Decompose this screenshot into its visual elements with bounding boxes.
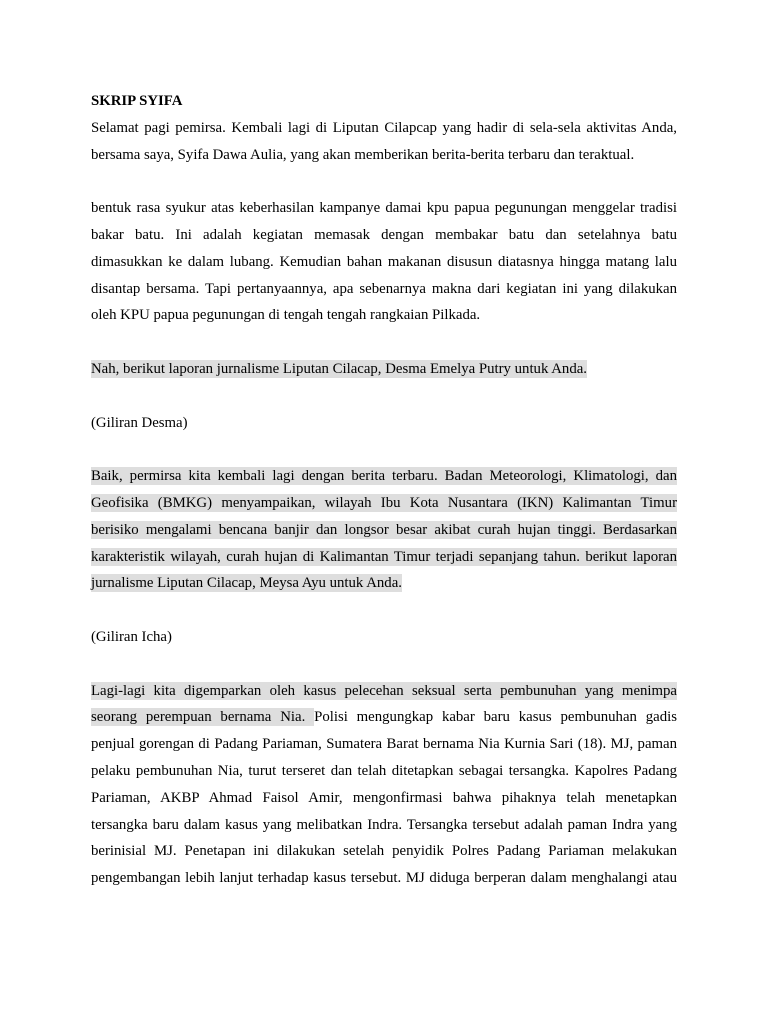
paragraph-line: berinisial MJ. Penetapan ini dilakukan setelah penyidik Polres Padang Pariaman melakukan [91,843,677,860]
paragraph-line: bakar batu. Ini adalah kegiatan memasak dengan membakar batu dan setelahnya batu [91,226,677,243]
document-body [91,88,677,892]
highlighted-text: Geofisika (BMKG) menyampaikan, wilayah Ibu Kota Nusantara (IKN) Kalimantan Timur [91,494,677,511]
bakar-batu-paragraph [91,195,677,329]
paragraph-line [91,517,677,544]
blank-line [91,383,677,410]
paragraph-line [91,678,677,705]
paragraph-line [91,544,677,571]
highlighted-text: Lagi-lagi kita digemparkan oleh kasus pelecehan seksual serta pembunuhan yang menimpa [91,682,677,699]
plain-text: Polisi mengungkap kabar baru kasus pembunuhan gadis [314,709,677,726]
paragraph-line: pengembangan lebih lanjut terhadap kasus tersebut. MJ diduga berperan dalam menghalangi atau [91,870,677,887]
handoff-desma-paragraph [91,356,677,383]
highlighted-text: jurnalisme Liputan Cilacap, Meysa Ayu untuk Anda. [91,575,402,592]
highlighted-text: seorang perempuan bernama Nia. [91,709,315,726]
nia-paragraph [91,678,677,892]
blank-line [91,597,677,624]
highlighted-text: Nah, berikut laporan jurnalisme Liputan Cilacap, Desma Emelya Putry untuk Anda. [91,360,587,377]
paragraph-line [91,570,677,597]
paragraph-line: bentuk rasa syukur atas keberhasilan kampanye damai kpu papua pegunungan menggelar tradisi [91,200,677,217]
paragraph-line: tersangka baru dalam kasus yang melibatkan Indra. Tersangka tersebut adalah paman Indra yang [91,816,677,833]
cue-icha: (Giliran Icha) [91,628,172,645]
paragraph-line: disantap bersama. Tapi pertanyaannya, apa sebenarnya makna dari kegiatan ini yang dilakukan [91,280,677,297]
highlighted-text: karakteristik wilayah, curah hujan di Kalimantan Timur terjadi sepanjang tahun. berikut laporan [91,548,677,565]
bmkg-paragraph [91,463,677,597]
highlighted-text: berisiko mengalami bencana banjir dan longsor besar akibat curah hujan tinggi. Berdasarkan [91,521,677,538]
highlighted-text: Baik, permirsa kita kembali lagi dengan berita terbaru. Badan Meteorologi, Klimatologi, dan [91,468,677,485]
opening-paragraph [91,115,677,169]
blank-line [91,436,677,463]
document-title: SKRIP SYIFA [91,93,183,109]
paragraph-line: bersama saya, Syifa Dawa Aulia, yang akan memberikan berita-berita terbaru dan teraktual. [91,146,635,163]
paragraph-line: pelaku pembunuhan Nia, turut terseret dan telah ditetapkan sebagai tersangka. Kapolres Padang [91,762,677,779]
paragraph-line [91,463,677,490]
blank-line [91,329,677,356]
cue-desma: (Giliran Desma) [91,414,188,431]
paragraph-line [91,490,677,517]
paragraph-line: Selamat pagi pemirsa. Kembali lagi di Liputan Cilapcap yang hadir di sela-sela aktivitas Anda, [91,119,677,136]
paragraph-line: oleh KPU papua pegunungan di tengah tengah rangkaian Pilkada. [91,307,481,324]
paragraph-line: penjual gorengan di Padang Pariaman, Sumatera Barat bernama Nia Kurnia Sari (18). MJ, paman [91,736,677,753]
paragraph-line: Pariaman, AKBP Ahmad Faisol Amir, mengonfirmasi bahwa pihaknya telah menetapkan [91,789,677,806]
paragraph-line [91,704,677,731]
blank-line [91,168,677,195]
paragraph-line: dimasukkan ke dalam lubang. Kemudian bahan makanan disusun diatasnya hingga matang lalu [91,253,677,270]
blank-line [91,651,677,678]
